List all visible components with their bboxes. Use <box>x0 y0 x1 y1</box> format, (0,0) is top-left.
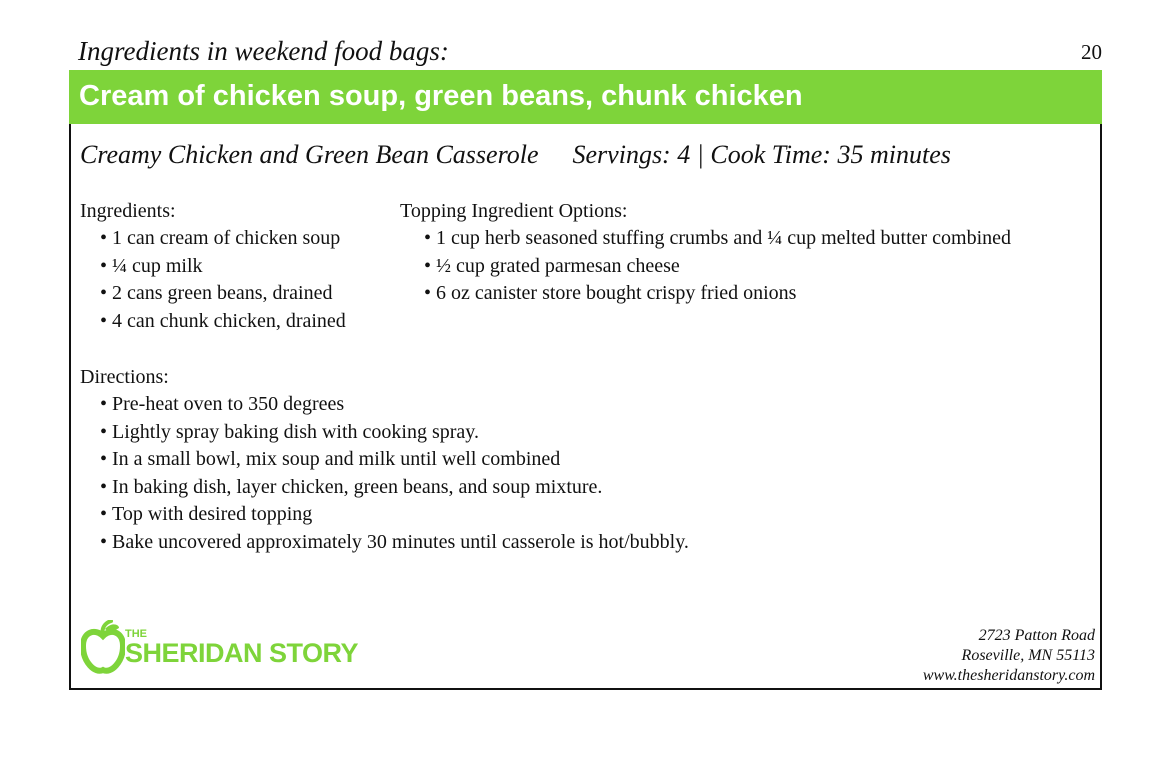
direction-text: In a small bowl, mix soup and milk until well combined <box>112 448 561 470</box>
bullet: • <box>100 475 108 498</box>
sheridan-story-logo <box>81 620 391 680</box>
ingredients-list <box>80 225 346 335</box>
list-item <box>80 225 346 253</box>
list-item <box>80 419 689 447</box>
banner-text: Cream of chicken soup, green beans, chunk chicken <box>79 80 803 112</box>
bullet: • <box>424 254 432 277</box>
list-item <box>80 529 689 557</box>
bullet: • <box>100 530 108 553</box>
page-number: 20 <box>1081 40 1102 64</box>
direction-text: Lightly spray baking dish with cooking spray. <box>112 420 479 443</box>
direction-text: Top with desired topping <box>112 503 313 525</box>
directions-label: Directions: <box>80 366 169 388</box>
toppings-list <box>400 225 1011 308</box>
list-item <box>80 308 346 336</box>
logo-the-text: THE <box>125 628 147 640</box>
bullet: • <box>100 254 108 277</box>
recipe-card <box>69 124 1102 690</box>
list-item <box>80 280 346 308</box>
bullet: • <box>100 503 108 525</box>
recipe-title-line <box>80 138 951 172</box>
directions-section <box>80 364 689 556</box>
toppings-section <box>400 198 1011 308</box>
logo-name-text: SHERIDAN STORY <box>125 638 359 668</box>
toppings-label: Topping Ingredient Options: <box>400 200 628 222</box>
bullet: • <box>100 309 108 332</box>
list-item <box>80 446 689 474</box>
list-item <box>400 225 1011 253</box>
bullet: • <box>424 227 432 249</box>
bullet: • <box>100 227 108 249</box>
direction-text: In baking dish, layer chicken, green beans, and soup mixture. <box>112 475 603 498</box>
ingredients-label: Ingredients: <box>80 200 176 222</box>
list-item <box>80 391 689 419</box>
address-street: 2723 Patton Road <box>978 627 1095 644</box>
list-item <box>400 280 1011 308</box>
directions-list <box>80 391 689 556</box>
bullet: • <box>424 282 432 304</box>
recipe-name: Creamy Chicken and Green Bean Casserole <box>80 140 539 169</box>
address-city: Roseville, MN 55113 <box>961 647 1095 664</box>
bullet: • <box>100 448 108 470</box>
topping-text: 1 cup herb seasoned stuffing crumbs and ¼ cup melted butter combined <box>436 227 1012 249</box>
ingredient-text: ¼ cup milk <box>112 254 203 277</box>
apple-icon <box>81 620 125 678</box>
bullet: • <box>100 393 108 415</box>
bullet: • <box>100 420 108 443</box>
ingredient-text: 1 can cream of chicken soup <box>112 227 341 249</box>
website-url: www.thesheridanstory.com <box>922 667 1095 684</box>
ingredient-text: 4 can chunk chicken, drained <box>112 309 346 332</box>
list-item <box>80 474 689 502</box>
header-title: Ingredients in weekend food bags: <box>78 36 449 66</box>
direction-text: Pre-heat oven to 350 degrees <box>112 393 345 415</box>
address-block <box>923 626 1095 686</box>
list-item <box>400 253 1011 281</box>
ingredients-section <box>80 198 346 335</box>
list-item <box>80 253 346 281</box>
bullet: • <box>100 282 108 304</box>
ingredient-text: 2 cans green beans, drained <box>112 282 333 304</box>
list-item <box>80 501 689 529</box>
topping-text: 6 oz canister store bought crispy fried onions <box>436 282 797 304</box>
servings-cook-time: Servings: 4 | Cook Time: 35 minutes <box>572 140 951 169</box>
ingredient-banner <box>69 70 1102 124</box>
topping-text: ½ cup grated parmesan cheese <box>436 254 680 277</box>
page-header <box>78 34 1102 68</box>
direction-text: Bake uncovered approximately 30 minutes until casserole is hot/bubbly. <box>112 530 689 553</box>
